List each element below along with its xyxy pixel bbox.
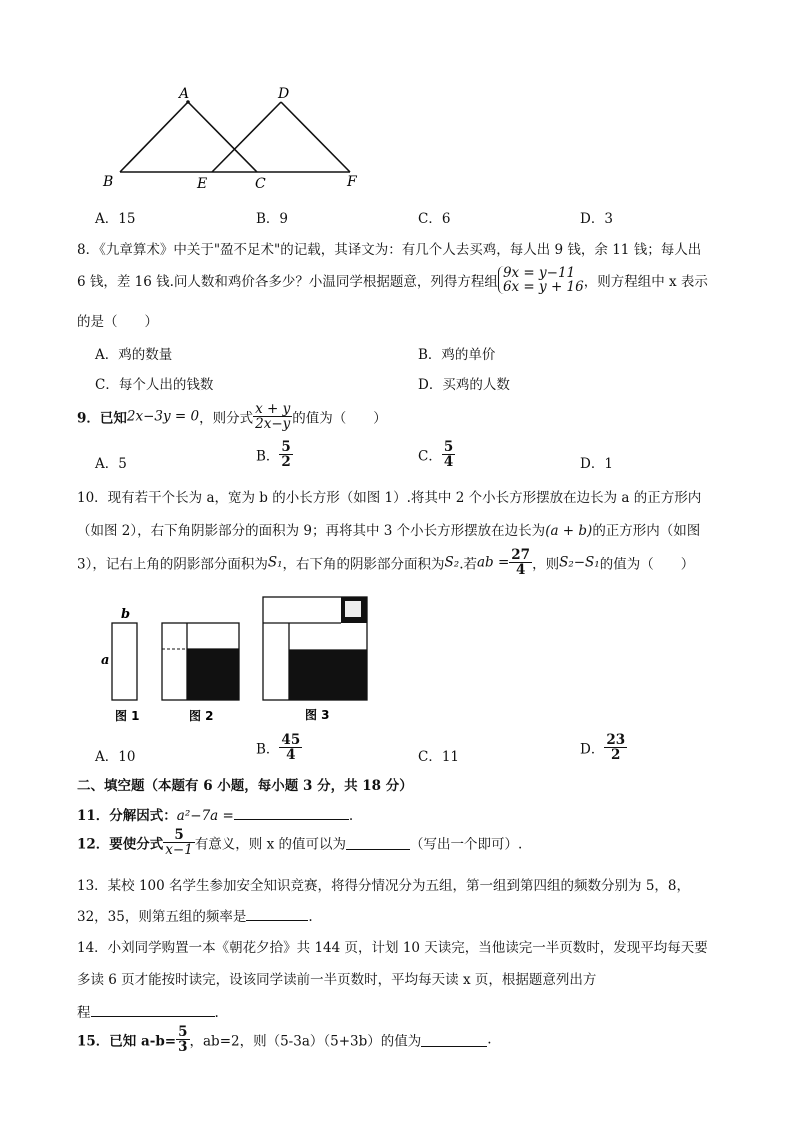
q10-option-b-num: 45 xyxy=(281,732,301,748)
q10-option-d-fraction xyxy=(604,733,627,762)
q13-text2: 32，35，则第五组的频率是 xyxy=(77,909,247,925)
q8-text2a: 6 钱，差 16 钱.问人数和鸡价各多少？小温同学根据题意，列得方程组 xyxy=(77,274,498,291)
q9-option-b[interactable] xyxy=(256,440,293,469)
q10-option-a[interactable]: A．10 xyxy=(95,749,136,765)
q8-equation-system xyxy=(498,266,584,294)
q14-line1: 14．小刘同学购置一本《朝花夕拾》共 144 页，计划 10 天读完，当他读完一半页数时，发现平均每天要 xyxy=(77,940,708,956)
q15-fraction xyxy=(176,1025,189,1054)
point-A-label: A xyxy=(179,86,190,102)
q10-option-d-label: D． xyxy=(580,741,605,758)
q7-option-b[interactable]: B．9 xyxy=(256,211,289,227)
q10-option-b-label: B． xyxy=(256,741,280,758)
q9-option-c-fraction xyxy=(442,440,455,469)
q9-option-a[interactable]: A．5 xyxy=(95,456,127,472)
q10-ab-den: 4 xyxy=(515,562,526,579)
fig1-rectangle xyxy=(112,623,137,700)
q15-suffix: . xyxy=(487,1031,492,1048)
q12-prefix: 12．要使分式 xyxy=(77,836,164,853)
fig1-label-b: b xyxy=(121,607,131,622)
q8-line1: 8．《九章算术》中关于"盈不足术"的记载，其译文为：有几个人去买鸡，每人出 9 钱，余 11 钱；每人出 xyxy=(77,242,702,258)
q15-num: 5 xyxy=(178,1024,188,1040)
q12-den: x−1 xyxy=(165,842,193,859)
q10-diff: S₂−S₁ xyxy=(559,554,600,571)
q9-option-b-den: 2 xyxy=(281,454,291,471)
q10-s1: S₁ xyxy=(267,554,283,571)
fig2-caption: 图 2 xyxy=(189,709,214,723)
q7-option-d[interactable]: D．3 xyxy=(580,211,613,227)
q10-line2 xyxy=(77,519,700,539)
q10-s2: S₂ xyxy=(444,554,460,571)
q12-fraction xyxy=(163,828,195,857)
fig2-shaded xyxy=(187,649,239,700)
q9-fraction xyxy=(253,402,292,431)
q10-text3c: .若 xyxy=(459,556,477,573)
q12-mid: 有意义，则 x 的值可以为 xyxy=(194,836,347,853)
q10-text3b: ，右下角的阴影部分面积为 xyxy=(282,556,445,573)
q9-option-c-den: 4 xyxy=(443,454,454,471)
triangles-figure xyxy=(95,80,375,195)
q8-option-c[interactable]: C．每个人出的钱数 xyxy=(95,377,214,393)
q9-option-c-num: 5 xyxy=(443,439,454,455)
q15 xyxy=(77,1025,492,1054)
q9-option-b-fraction xyxy=(279,440,292,469)
q14-suffix: . xyxy=(214,1005,219,1021)
q12 xyxy=(77,828,522,857)
q15-mid: ，ab=2，则（5-3a）（5+3b）的值为 xyxy=(189,1033,422,1050)
q14-line3 xyxy=(77,1001,219,1021)
q13-answer-blank[interactable] xyxy=(246,906,308,921)
q10-option-d[interactable] xyxy=(580,733,627,762)
point-C-label: C xyxy=(255,176,266,192)
q11-prefix: 11．分解因式： xyxy=(77,808,177,824)
q14-answer-blank[interactable] xyxy=(91,1002,215,1017)
q8-option-a[interactable]: A．鸡的数量 xyxy=(95,347,173,363)
q9-option-d[interactable]: D．1 xyxy=(580,456,613,472)
point-F-label: F xyxy=(347,174,357,190)
q10-line3 xyxy=(77,548,694,577)
q7-option-a[interactable]: A．15 xyxy=(95,211,136,227)
q10-option-b[interactable] xyxy=(256,733,302,762)
q8-option-d[interactable]: D．买鸡的人数 xyxy=(418,377,510,393)
q13-line1: 13．某校 100 名学生参加安全知识竞赛，将得分情况分为五组，第一组到第四组的频数分别为 5，8， xyxy=(77,878,690,894)
q11-expr: a²−7a = xyxy=(176,808,234,824)
q9-suffix: 的值为（ ） xyxy=(292,410,387,427)
point-B-label: B xyxy=(103,174,114,190)
q8-eq1: 9x = y−11 xyxy=(502,265,576,281)
q9-option-c-label: C． xyxy=(418,448,442,465)
q10-text2c: 的正方形内（如图 xyxy=(592,523,701,539)
q8-option-b[interactable]: B．鸡的单价 xyxy=(418,347,496,363)
q12-answer-blank[interactable] xyxy=(346,835,410,850)
q7-option-c[interactable]: C．6 xyxy=(418,211,451,227)
q10-option-d-den: 2 xyxy=(611,747,621,764)
q9-prefix: 9．已知 xyxy=(77,410,127,427)
section-2-heading: 二、填空题（本题有 6 小题，每小题 3 分，共 18 分） xyxy=(77,778,413,794)
q13-line2 xyxy=(77,905,313,925)
q14-text3: 程 xyxy=(77,1005,91,1021)
q12-suffix: （写出一个即可）. xyxy=(410,836,523,853)
q10-text3d: ，则 xyxy=(532,556,560,573)
q8-line2 xyxy=(77,266,708,294)
q10-option-b-fraction xyxy=(279,733,302,762)
q10-text3e: 的值为（ ） xyxy=(599,556,695,573)
q15-answer-blank[interactable] xyxy=(421,1032,487,1047)
q9-stem xyxy=(77,402,387,431)
q10-option-d-num: 23 xyxy=(606,732,626,748)
q8-eq2: 6x = y + 16 xyxy=(502,279,584,296)
q12-num: 5 xyxy=(163,828,195,843)
q10-line1: 10．现有若干个长为 a，宽为 b 的小长方形（如图 1）.将其中 2 个小长方形摆放在边长为 a 的正方形内 xyxy=(77,490,702,506)
q9-option-b-num: 5 xyxy=(281,439,291,455)
q10-figures xyxy=(95,592,375,727)
fig3-shaded-bottom-right xyxy=(289,650,367,700)
q9-condition: 2x−3y = 0 xyxy=(126,408,200,425)
q11-answer-blank[interactable] xyxy=(234,805,349,820)
q14-line2: 多读 6 页才能按时读完，设该同学读前一半页数时，平均每天读 x 页，根据题意列出方 xyxy=(77,972,597,988)
q8-line3: 的是（ ） xyxy=(77,314,158,330)
q9-denominator: 2x−y xyxy=(255,416,291,433)
q10-text2b: (a + b) xyxy=(545,523,593,539)
fig3-caption: 图 3 xyxy=(305,708,330,722)
q13-suffix: . xyxy=(308,909,313,925)
q8-text2b: ，则方程组中 x 表示 xyxy=(583,274,708,291)
q10-ab-num: 27 xyxy=(511,547,531,563)
q10-option-b-den: 4 xyxy=(286,747,296,764)
fig1-label-a: a xyxy=(101,653,110,668)
q10-option-c[interactable]: C．11 xyxy=(418,749,460,765)
point-D-label: D xyxy=(278,86,290,102)
q11 xyxy=(77,804,353,824)
q9-numerator: x + y xyxy=(253,402,292,417)
q10-text2a: （如图 2），右下角阴影部分的面积为 9；再将其中 3 个小长方形摆放在边长为 xyxy=(77,523,546,539)
fig1-caption: 图 1 xyxy=(115,709,140,723)
point-E-label: E xyxy=(197,176,208,192)
q15-den: 3 xyxy=(178,1039,188,1056)
q10-text3a: 3），记右上角的阴影部分面积为 xyxy=(77,556,268,573)
q9-mid: ，则分式 xyxy=(199,410,254,427)
q11-suffix: . xyxy=(348,808,354,824)
q10-ab-fraction xyxy=(509,548,532,577)
q9-option-b-label: B． xyxy=(256,448,280,465)
q10-ab: ab = xyxy=(476,554,510,571)
q9-option-c[interactable] xyxy=(418,440,455,469)
q15-prefix: 15．已知 a-b= xyxy=(77,1033,177,1050)
